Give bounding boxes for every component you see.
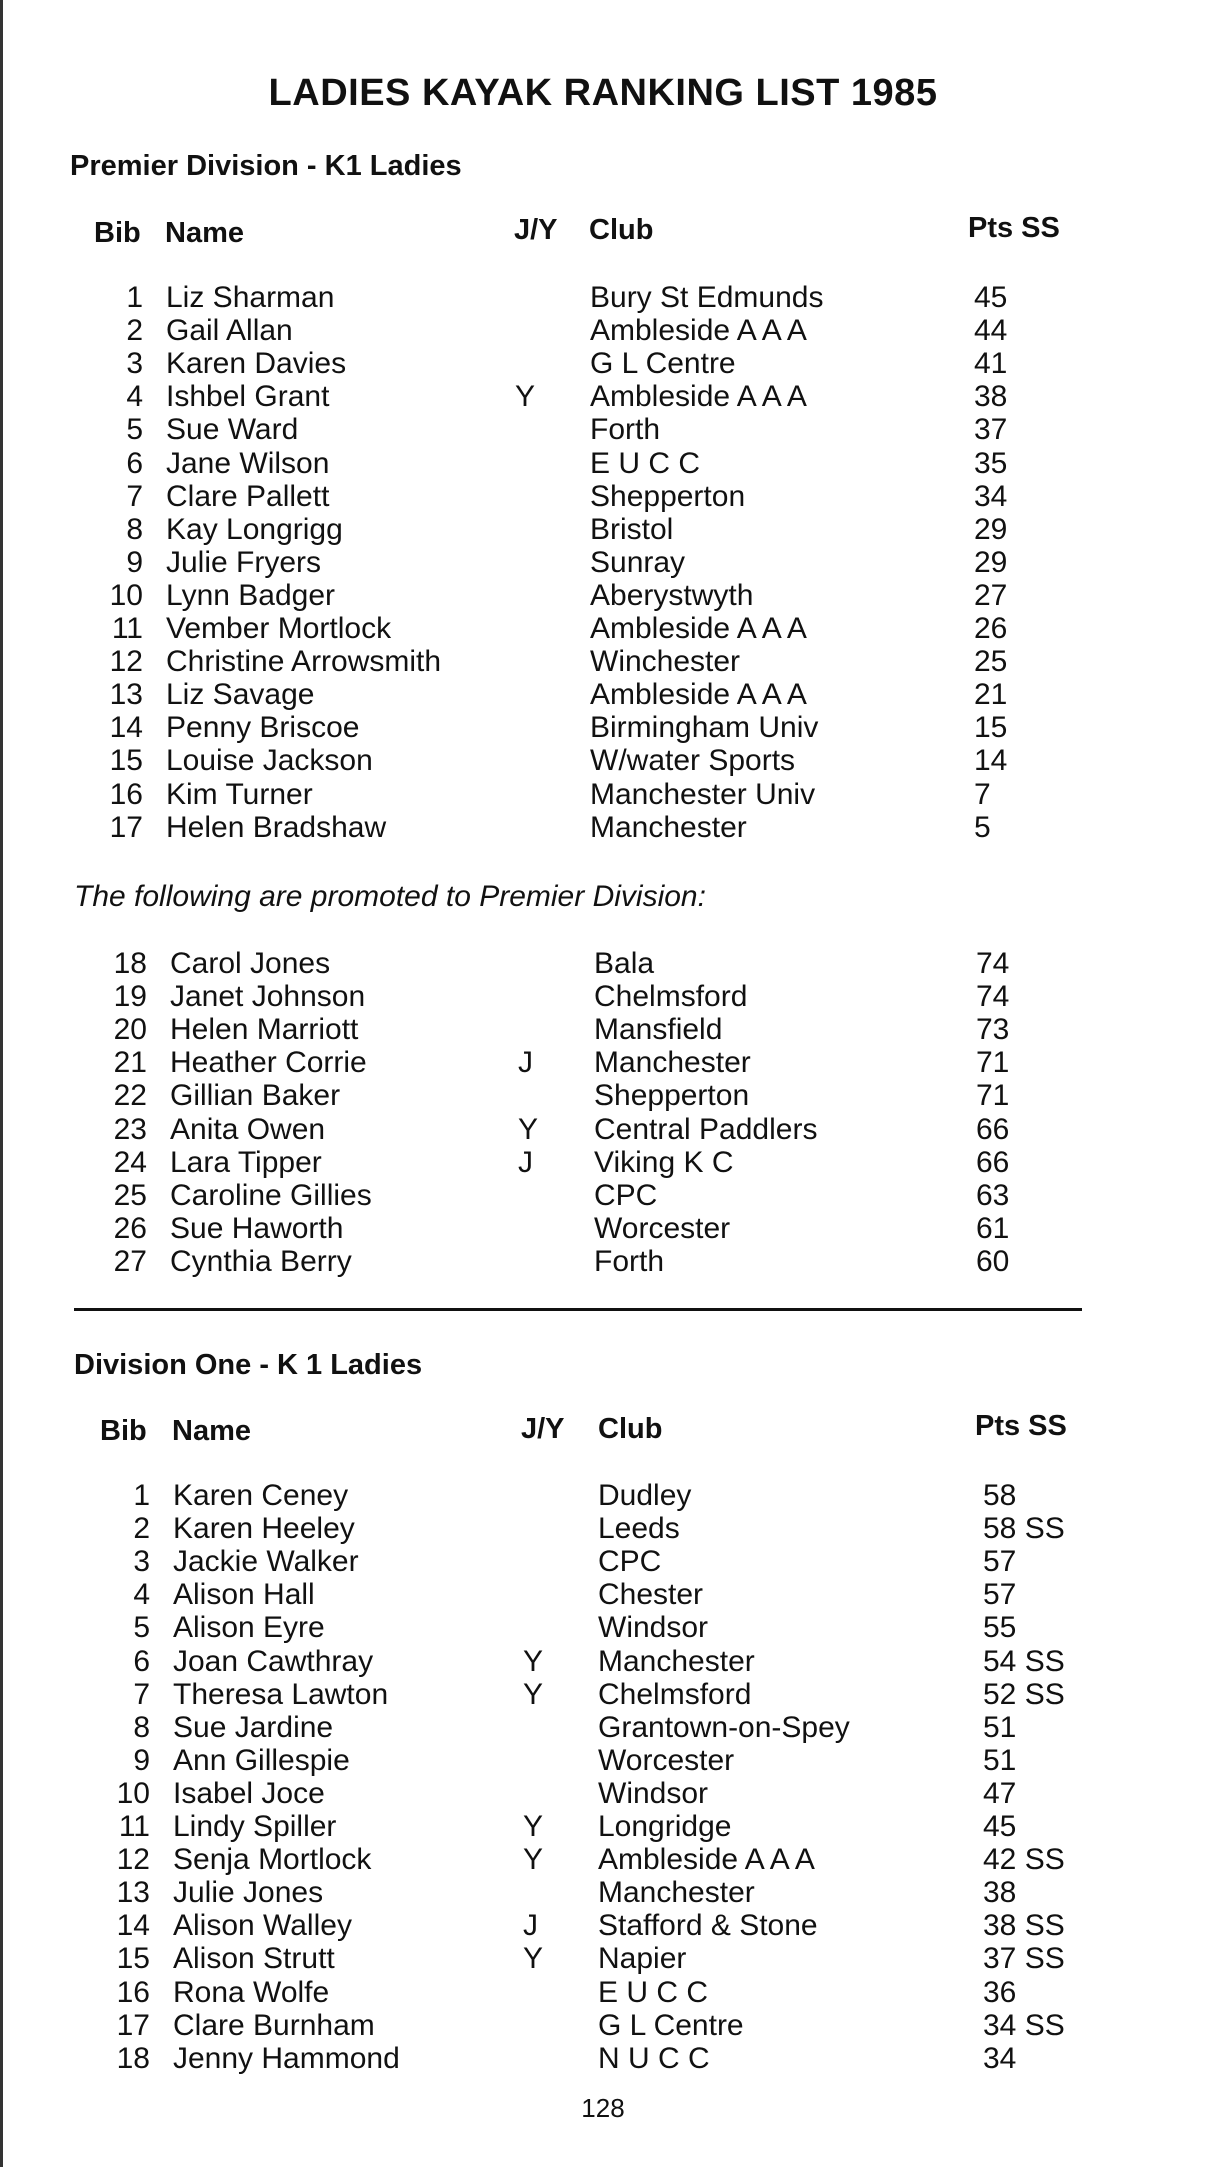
table-row [0, 778, 1206, 811]
name-cell: Alison Eyre [173, 1611, 325, 1645]
jy-cell: J [523, 1909, 538, 1943]
points-cell: 34 [974, 479, 1008, 513]
name-cell: Lynn Badger [166, 578, 336, 612]
name-cell: Janet Johnson [170, 980, 366, 1014]
club-cell: Forth [590, 413, 661, 447]
table-row [0, 1079, 1206, 1112]
club-cell: Chelmsford [598, 1677, 752, 1711]
points-cell: 74 [976, 947, 1010, 980]
table-row [0, 579, 1206, 612]
club-cell: N U C C [598, 2041, 710, 2075]
points-cell: 54 SS [983, 1644, 1065, 1678]
points-cell: 38 [974, 380, 1008, 414]
points-cell: 52 SS [983, 1677, 1065, 1711]
table-row [0, 1711, 1206, 1744]
name-cell: Anita Owen [170, 1112, 326, 1146]
name-cell: Karen Davies [166, 347, 347, 381]
table-row [0, 744, 1206, 777]
table-row [0, 1976, 1206, 2009]
points-cell: 61 [976, 1211, 1010, 1245]
name-cell: Helen Marriott [170, 1013, 359, 1047]
name-cell: Clare Burnham [173, 2008, 375, 2042]
bib-cell: 14 [109, 711, 143, 745]
table-row [0, 947, 1206, 980]
name-cell: Helen Bradshaw [166, 810, 387, 844]
bib-cell: 11 [118, 1810, 150, 1843]
bib-cell: 10 [116, 1776, 150, 1810]
name-cell: Christine Arrowsmith [166, 645, 442, 679]
name-cell: Clare Pallett [166, 479, 330, 513]
table-row [0, 546, 1206, 579]
club-cell: Stafford & Stone [598, 1909, 818, 1943]
points-cell: 71 [976, 1046, 1010, 1080]
points-cell: 71 [976, 1079, 1010, 1113]
points-cell: 34 SS [983, 2008, 1065, 2042]
points-cell: 63 [976, 1178, 1010, 1212]
name-cell: Louise Jackson [166, 744, 373, 778]
bib-cell: 24 [113, 1145, 147, 1179]
points-cell: 55 [983, 1611, 1017, 1645]
bib-cell: 17 [109, 810, 143, 844]
bib-cell: 7 [126, 479, 143, 513]
club-cell: Grantown-on-Spey [598, 1710, 850, 1744]
points-cell: 7 [974, 777, 991, 811]
club-cell: Mansfield [594, 1013, 723, 1047]
club-cell: E U C C [590, 446, 701, 480]
table-row [0, 1744, 1206, 1777]
bib-cell: 4 [133, 1578, 150, 1612]
club-cell: Sunray [590, 545, 686, 579]
points-cell: 57 [983, 1545, 1017, 1579]
bib-cell: 1 [133, 1479, 150, 1512]
table-row [0, 1909, 1206, 1942]
bib-cell: 18 [113, 947, 147, 980]
points-cell: 74 [976, 980, 1010, 1014]
table-row [0, 1611, 1206, 1644]
bib-cell: 8 [133, 1710, 150, 1744]
name-cell: Carol Jones [170, 947, 331, 980]
club-cell: Bristol [590, 512, 674, 546]
points-cell: 34 [983, 2041, 1017, 2075]
promotion-note: The following are promoted to Premier Division: [74, 880, 706, 913]
table-row [0, 1046, 1206, 1079]
bib-cell: 1 [126, 281, 143, 314]
bib-cell: 5 [126, 413, 143, 447]
name-cell: Sue Ward [166, 413, 299, 447]
table-row [0, 1013, 1206, 1046]
bib-cell: 27 [113, 1244, 147, 1278]
bib-cell: 19 [113, 980, 147, 1014]
club-cell: Napier [598, 1942, 687, 1976]
bib-cell: 20 [113, 1013, 147, 1047]
points-cell: 21 [974, 678, 1008, 712]
points-cell: 66 [976, 1145, 1010, 1179]
table-row [0, 480, 1206, 513]
column-header-bib: Bib [100, 1415, 147, 1447]
club-cell: Leeds [598, 1512, 680, 1546]
club-cell: Ambleside A A A [590, 380, 807, 414]
jy-cell: Y [523, 1644, 544, 1678]
table-row [0, 1777, 1206, 1810]
table-row [0, 1245, 1206, 1278]
table-row [0, 1113, 1206, 1146]
name-cell: Jackie Walker [173, 1545, 359, 1579]
points-cell: 45 [983, 1810, 1017, 1843]
table-row [0, 380, 1206, 413]
club-cell: Worcester [598, 1743, 735, 1777]
name-cell: Joan Cawthray [173, 1644, 374, 1678]
name-cell: Cynthia Berry [170, 1244, 352, 1278]
bib-cell: 13 [116, 1876, 150, 1910]
table-row [0, 1810, 1206, 1843]
club-cell: Chelmsford [594, 980, 748, 1014]
points-cell: 45 [974, 281, 1008, 314]
table-row [0, 347, 1206, 380]
points-cell: 5 [974, 810, 991, 844]
club-cell: Shepperton [590, 479, 746, 513]
table-row [0, 2042, 1206, 2075]
jy-cell: Y [515, 380, 536, 414]
table-row [0, 314, 1206, 347]
club-cell: Ambleside A A A [590, 314, 807, 348]
table-row [0, 2009, 1206, 2042]
club-cell: Manchester [594, 1046, 751, 1080]
bib-cell: 2 [126, 314, 143, 348]
bib-cell: 21 [113, 1046, 147, 1080]
club-cell: Shepperton [594, 1079, 750, 1113]
bib-cell: 18 [116, 2041, 150, 2075]
jy-cell: J [518, 1145, 533, 1179]
points-cell: 58 SS [983, 1512, 1065, 1546]
name-cell: Sue Jardine [173, 1710, 334, 1744]
club-cell: Aberystwyth [590, 578, 754, 612]
bib-cell: 23 [113, 1112, 147, 1146]
club-cell: Windsor [598, 1776, 709, 1810]
bib-cell: 11 [111, 612, 143, 645]
points-cell: 29 [974, 512, 1008, 546]
bib-cell: 6 [126, 446, 143, 480]
points-cell: 60 [976, 1244, 1010, 1278]
bib-cell: 17 [116, 2008, 150, 2042]
column-header-club: Club [598, 1413, 663, 1445]
bib-cell: 12 [109, 645, 143, 679]
bib-cell: 22 [113, 1079, 147, 1113]
points-cell: 73 [976, 1013, 1010, 1047]
club-cell: Dudley [598, 1479, 692, 1512]
table-row [0, 711, 1206, 744]
points-cell: 38 SS [983, 1909, 1065, 1943]
column-header-name: Name [165, 217, 244, 249]
bib-cell: 6 [133, 1644, 150, 1678]
points-cell: 51 [983, 1743, 1017, 1777]
points-cell: 25 [974, 645, 1008, 679]
points-cell: 38 [983, 1876, 1017, 1910]
jy-cell: Y [518, 1112, 539, 1146]
bib-cell: 3 [133, 1545, 150, 1579]
club-cell: Central Paddlers [594, 1112, 818, 1146]
table-row [0, 1545, 1206, 1578]
table-row [0, 1179, 1206, 1212]
points-cell: 26 [974, 612, 1008, 645]
club-cell: Manchester [598, 1876, 755, 1910]
table-row [0, 1512, 1206, 1545]
table-row [0, 1843, 1206, 1876]
points-cell: 37 SS [983, 1942, 1065, 1976]
club-cell: Worcester [594, 1211, 731, 1245]
column-header-jy: J/Y [514, 214, 558, 246]
name-cell: Kim Turner [166, 777, 313, 811]
club-cell: G L Centre [598, 2008, 744, 2042]
club-cell: CPC [598, 1545, 662, 1579]
club-cell: E U C C [598, 1975, 709, 2009]
name-cell: Theresa Lawton [173, 1677, 389, 1711]
name-cell: Kay Longrigg [166, 512, 343, 546]
column-header-name: Name [172, 1415, 251, 1447]
name-cell: Senja Mortlock [173, 1843, 372, 1877]
club-cell: Bury St Edmunds [590, 281, 824, 314]
table-row [0, 447, 1206, 480]
bib-cell: 4 [126, 380, 143, 414]
table-row [0, 612, 1206, 645]
name-cell: Sue Haworth [170, 1211, 344, 1245]
points-cell: 58 [983, 1479, 1017, 1512]
bib-cell: 14 [116, 1909, 150, 1943]
club-cell: Manchester Univ [590, 777, 816, 811]
column-header-pts: Pts SS [968, 212, 1060, 244]
bib-cell: 15 [116, 1942, 150, 1976]
name-cell: Heather Corrie [170, 1046, 367, 1080]
club-cell: Manchester [590, 810, 747, 844]
table-row [0, 413, 1206, 446]
column-header-bib: Bib [94, 217, 141, 249]
name-cell: Ishbel Grant [166, 380, 330, 414]
bib-cell: 12 [116, 1843, 150, 1877]
name-cell: Penny Briscoe [166, 711, 360, 745]
points-cell: 57 [983, 1578, 1017, 1612]
table-row [0, 1645, 1206, 1678]
name-cell: Lindy Spiller [173, 1810, 337, 1843]
division-one-heading: Division One - K 1 Ladies [74, 1349, 423, 1381]
jy-cell: Y [523, 1810, 544, 1843]
name-cell: Alison Hall [173, 1578, 315, 1612]
bib-cell: 2 [133, 1512, 150, 1546]
name-cell: Vember Mortlock [166, 612, 392, 645]
column-header-jy: J/Y [521, 1413, 565, 1445]
name-cell: Alison Strutt [173, 1942, 335, 1976]
table-row [0, 980, 1206, 1013]
jy-cell: Y [523, 1942, 544, 1976]
club-cell: Ambleside A A A [590, 612, 807, 645]
points-cell: 42 SS [983, 1843, 1065, 1877]
name-cell: Jane Wilson [166, 446, 330, 480]
bib-cell: 8 [126, 512, 143, 546]
points-cell: 14 [974, 744, 1008, 778]
bib-cell: 7 [133, 1677, 150, 1711]
club-cell: Birmingham Univ [590, 711, 819, 745]
page-number: 128 [581, 2093, 625, 2123]
bib-cell: 9 [126, 545, 143, 579]
club-cell: Ambleside A A A [590, 678, 807, 712]
points-cell: 66 [976, 1112, 1010, 1146]
club-cell: Longridge [598, 1810, 732, 1843]
table-row [0, 1578, 1206, 1611]
table-row [0, 1942, 1206, 1975]
points-cell: 15 [974, 711, 1008, 745]
section-divider [74, 1308, 1082, 1311]
points-cell: 36 [983, 1975, 1017, 2009]
points-cell: 51 [983, 1710, 1017, 1744]
bib-cell: 26 [113, 1211, 147, 1245]
name-cell: Ann Gillespie [173, 1743, 350, 1777]
jy-cell: Y [523, 1677, 544, 1711]
bib-cell: 16 [116, 1975, 150, 2009]
column-header-pts: Pts SS [975, 1410, 1067, 1442]
club-cell: Manchester [598, 1644, 755, 1678]
club-cell: W/water Sports [590, 744, 796, 778]
name-cell: Liz Savage [166, 678, 315, 712]
name-cell: Julie Jones [173, 1876, 324, 1910]
table-row [0, 1479, 1206, 1512]
name-cell: Karen Heeley [173, 1512, 355, 1546]
name-cell: Lara Tipper [170, 1145, 322, 1179]
name-cell: Caroline Gillies [170, 1178, 372, 1212]
name-cell: Jenny Hammond [173, 2041, 400, 2075]
bib-cell: 25 [113, 1178, 147, 1212]
table-row [0, 1876, 1206, 1909]
club-cell: Bala [594, 947, 655, 980]
bib-cell: 16 [109, 777, 143, 811]
points-cell: 29 [974, 545, 1008, 579]
table-row [0, 645, 1206, 678]
table-row [0, 281, 1206, 314]
club-cell: Viking K C [594, 1145, 734, 1179]
table-row [0, 811, 1206, 844]
table-row [0, 1212, 1206, 1245]
club-cell: Chester [598, 1578, 704, 1612]
column-header-club: Club [589, 214, 654, 246]
bib-cell: 3 [126, 347, 143, 381]
club-cell: CPC [594, 1178, 658, 1212]
points-cell: 27 [974, 578, 1008, 612]
page-title: LADIES KAYAK RANKING LIST 1985 [268, 72, 938, 114]
bib-cell: 15 [109, 744, 143, 778]
jy-cell: Y [523, 1843, 544, 1877]
club-cell: Ambleside A A A [598, 1843, 815, 1877]
table-row [0, 1678, 1206, 1711]
name-cell: Gail Allan [166, 314, 293, 348]
name-cell: Alison Walley [173, 1909, 352, 1943]
bib-cell: 10 [109, 578, 143, 612]
table-row [0, 513, 1206, 546]
name-cell: Gillian Baker [170, 1079, 341, 1113]
club-cell: Windsor [598, 1611, 709, 1645]
points-cell: 44 [974, 314, 1008, 348]
points-cell: 47 [983, 1776, 1017, 1810]
club-cell: Winchester [590, 645, 741, 679]
name-cell: Rona Wolfe [173, 1975, 330, 2009]
points-cell: 37 [974, 413, 1008, 447]
jy-cell: J [518, 1046, 533, 1080]
name-cell: Liz Sharman [166, 281, 335, 314]
bib-cell: 5 [133, 1611, 150, 1645]
table-row [0, 1146, 1206, 1179]
name-cell: Karen Ceney [173, 1479, 349, 1512]
club-cell: Forth [594, 1244, 665, 1278]
table-row [0, 678, 1206, 711]
points-cell: 35 [974, 446, 1008, 480]
club-cell: G L Centre [590, 347, 736, 381]
bib-cell: 13 [109, 678, 143, 712]
name-cell: Julie Fryers [166, 545, 322, 579]
bib-cell: 9 [133, 1743, 150, 1777]
premier-division-heading: Premier Division - K1 Ladies [70, 150, 462, 182]
name-cell: Isabel Joce [173, 1776, 325, 1810]
points-cell: 41 [974, 347, 1008, 381]
